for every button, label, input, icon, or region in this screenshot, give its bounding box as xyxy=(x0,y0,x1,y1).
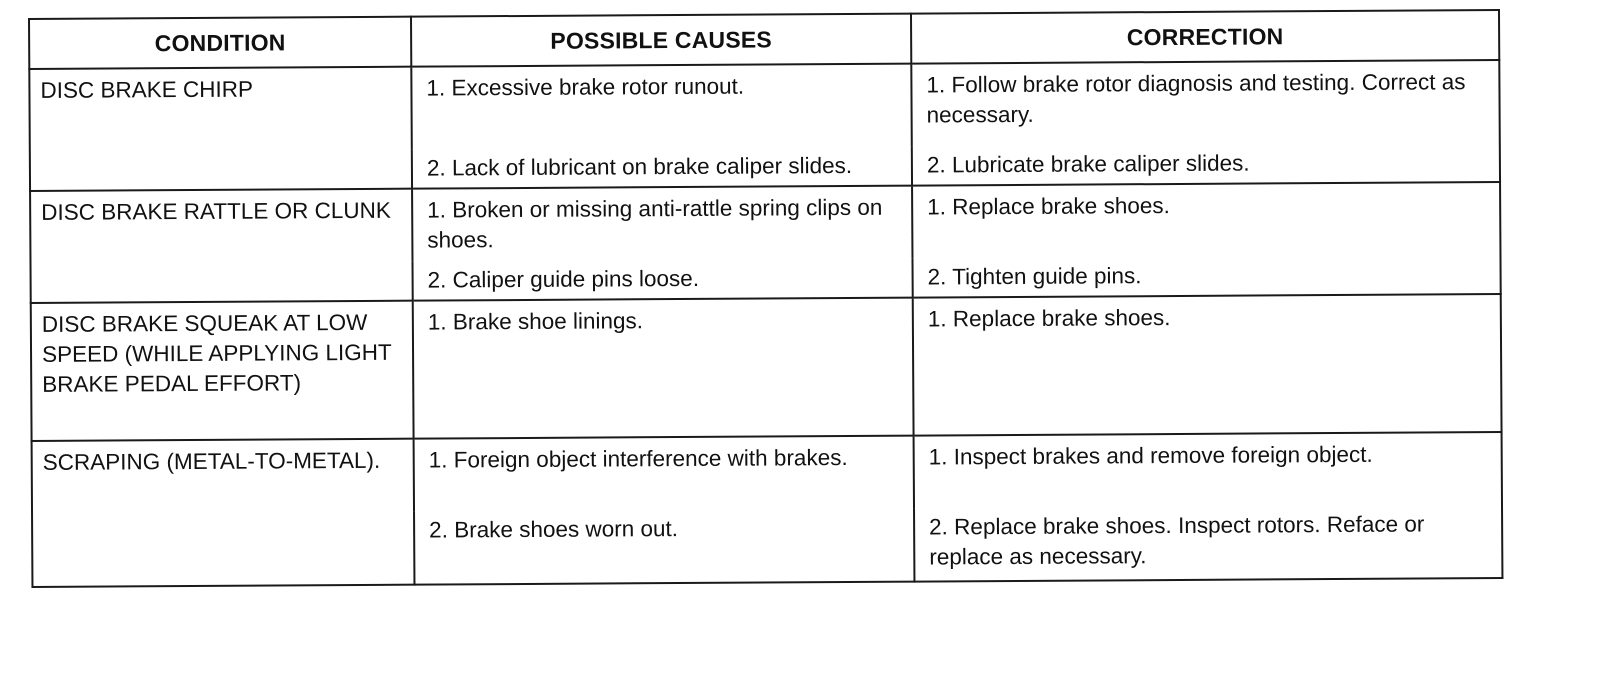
cause-cell: 1. Broken or missing anti-rattle spring clips on shoes. xyxy=(412,186,912,262)
condition-cell: DISC BRAKE SQUEAK AT LOW SPEED (WHILE APPLYING LIGHT BRAKE PEDAL EFFORT) xyxy=(31,301,414,441)
correction-cell: 1. Follow brake rotor diagnosis and testing. Correct as necessary. xyxy=(911,60,1499,147)
cause-cell: 1. Foreign object interference with brakes. xyxy=(414,436,914,512)
table-row xyxy=(30,182,1500,264)
condition-cell: DISC BRAKE RATTLE OR CLUNK xyxy=(30,189,413,303)
correction-cell: 2. Replace brake shoes. Inspect rotors. Reface or replace as necessary. xyxy=(914,505,1502,582)
condition-cell: SCRAPING (METAL-TO-METAL). xyxy=(32,439,415,587)
header-correction: CORRECTION xyxy=(911,10,1499,64)
header-possible-causes: POSSIBLE CAUSES xyxy=(411,14,911,67)
correction-cell: 2. Lubricate brake caliper slides. xyxy=(912,143,1500,186)
cause-cell: 2. Lack of lubricant on brake caliper slides. xyxy=(412,147,912,189)
condition-cell: DISC BRAKE CHIRP xyxy=(29,67,412,191)
correction-cell: 1. Inspect brakes and remove foreign object. xyxy=(914,432,1502,509)
brake-diagnosis-table xyxy=(28,9,1503,588)
cause-cell: 1. Brake shoe linings. xyxy=(413,298,914,439)
table-row xyxy=(29,60,1499,152)
correction-cell: 1. Replace brake shoes. xyxy=(912,182,1500,259)
table-row xyxy=(31,294,1502,441)
table-row xyxy=(32,432,1502,514)
header-condition: CONDITION xyxy=(29,17,411,69)
cause-cell: 2. Brake shoes worn out. xyxy=(414,509,914,585)
cause-cell: 1. Excessive brake rotor runout. xyxy=(411,64,911,150)
correction-cell: 2. Tighten guide pins. xyxy=(912,255,1500,298)
correction-cell: 1. Replace brake shoes. xyxy=(913,294,1502,436)
header-row xyxy=(29,10,1499,69)
diagnosis-table-container xyxy=(28,9,1501,588)
cause-cell: 2. Caliper guide pins loose. xyxy=(412,259,912,301)
